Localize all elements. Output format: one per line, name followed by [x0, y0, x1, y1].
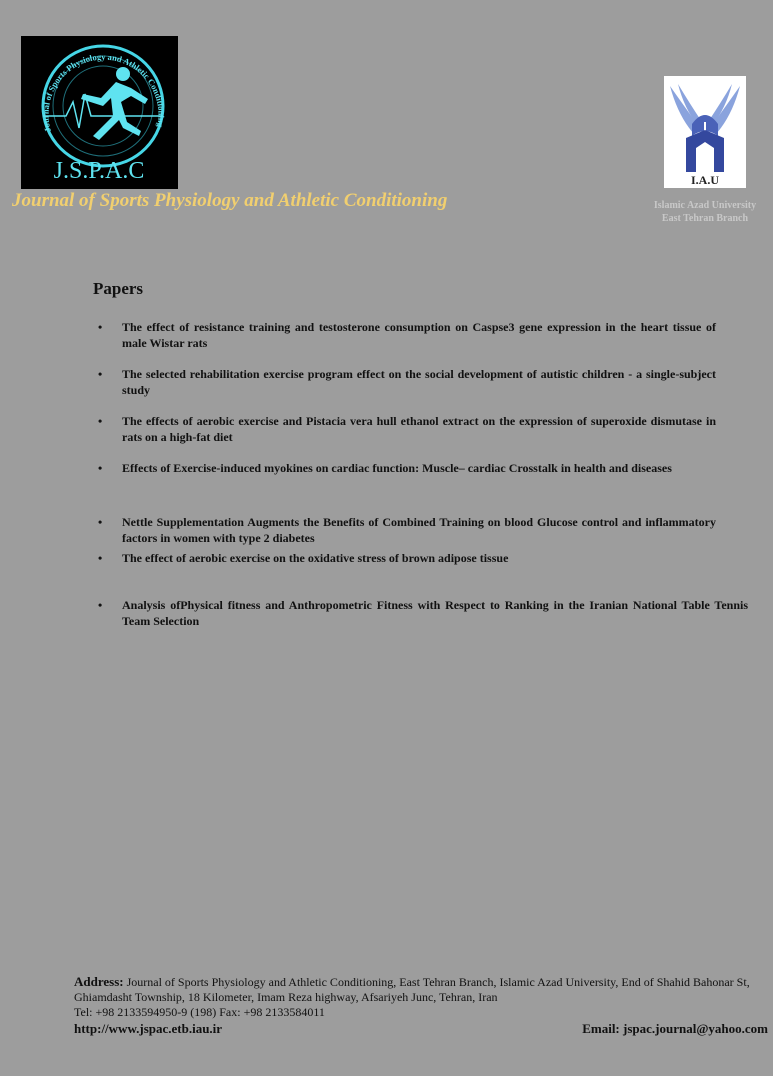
paper-title[interactable]: The effect of aerobic exercise on the oxidative stress of brown adipose tissue — [122, 551, 509, 565]
website-link[interactable]: http://www.jspac.etb.iau.ir — [74, 1021, 223, 1036]
bullet-icon: • — [98, 461, 103, 475]
paper-item[interactable] — [98, 514, 716, 546]
bullet-icon: • — [98, 414, 103, 428]
paper-title[interactable]: The effects of aerobic exercise and Pistacia vera hull ethanol extract on the expression of superoxide dismutase in rats on a high-fat diet — [122, 414, 716, 444]
bullet-icon: • — [98, 515, 103, 529]
paper-title[interactable]: Nettle Supplementation Augments the Benefits of Combined Training on blood Glucose control and inflammatory factors in women with type 2 diabetes — [122, 515, 716, 545]
university-name — [640, 199, 770, 225]
university-line1: Islamic Azad University — [653, 200, 757, 211]
paper-item[interactable] — [98, 319, 716, 351]
address-label: Address: — [74, 974, 124, 989]
paper-item[interactable] — [98, 366, 716, 398]
papers-heading: Papers — [93, 279, 144, 298]
bullet-icon: • — [98, 551, 103, 565]
paper-title[interactable]: Effects of Exercise-induced myokines on cardiac function: Muscle– cardiac Crosstalk in health and diseases — [122, 461, 672, 475]
logo-ring-text: Journal of Sports Physiology and Athletic Conditioning — [40, 51, 167, 134]
university-abbrev: I.A.U — [690, 173, 720, 187]
logo-abbrev: J.S.P.A.C — [53, 158, 145, 184]
address-text: Journal of Sports Physiology and Athletic Conditioning, East Tehran Branch, Islamic Azad University, End of Shahid Bahonar St, Ghiamdasht Township, 18 Kilometer, Imam Reza highway, Afsariyeh Junc, Tehran, Iran — [74, 975, 750, 1004]
paper-item[interactable] — [98, 460, 716, 476]
paper-item[interactable] — [98, 597, 748, 629]
paper-title[interactable]: The effect of resistance training and testosterone consumption on Caspse3 gene expression in the heart tissue of male Wistar rats — [122, 320, 716, 350]
bullet-icon: • — [98, 598, 103, 612]
sprinter-logo-icon — [21, 36, 178, 189]
email-link[interactable]: Email: jspac.journal@yahoo.com — [582, 1021, 768, 1036]
university-line2: East Tehran Branch — [661, 213, 749, 224]
paper-item[interactable] — [98, 550, 716, 566]
bullet-icon: • — [98, 367, 103, 381]
paper-item[interactable] — [98, 413, 716, 445]
journal-logo — [21, 36, 178, 189]
contact-tel: Tel: +98 2133594950-9 (198) Fax: +98 2133584011 — [74, 1005, 325, 1019]
footer-address — [74, 974, 768, 1020]
university-emblem-icon — [664, 76, 746, 188]
paper-title[interactable]: The selected rehabilitation exercise program effect on the social development of autistic children - a single-subject study — [122, 367, 716, 397]
bullet-icon: • — [98, 320, 103, 334]
journal-title: Journal of Sports Physiology and Athletic Conditioning — [12, 190, 448, 211]
university-logo — [664, 76, 746, 188]
paper-title[interactable]: Analysis ofPhysical fitness and Anthropometric Fitness with Respect to Ranking in the Iranian National Table Tennis Team Selection — [122, 598, 748, 628]
